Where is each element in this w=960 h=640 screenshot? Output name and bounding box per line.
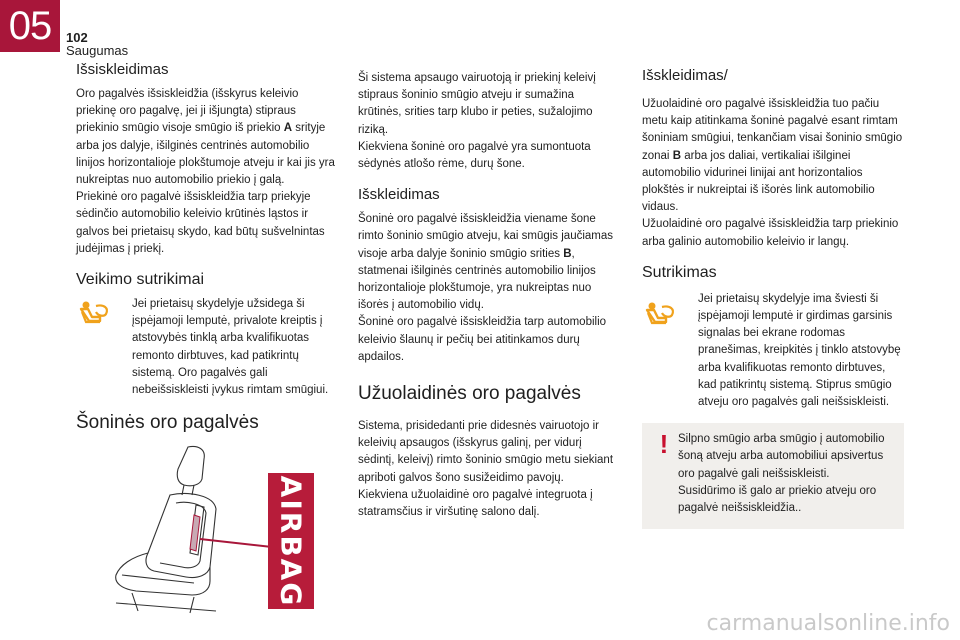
zone-a-label: A <box>283 122 293 135</box>
watermark: carmanualsonline.info <box>706 611 950 636</box>
column-3 <box>642 66 904 529</box>
heading-curtain-airbags: Užuolaidinės oro pagalvės <box>358 383 581 405</box>
note-text-b: Susidūrimo iš galo ar priekio atveju oro pagalvė neišsiskleidžia.. <box>678 484 877 515</box>
airbag-warning-icon <box>76 300 112 328</box>
seat-illustration <box>76 443 326 619</box>
side-airbag-mount: Kiekviena šoninė oro pagalvė yra sumontuota sėdynės atlošo rėme, durų šone. <box>358 140 591 171</box>
column-1 <box>76 60 338 619</box>
malfunction-block <box>76 296 338 399</box>
section-name: Saugumas <box>66 43 129 58</box>
heading-curtain-deploy: Išskleidimas/ <box>642 67 728 84</box>
heading-curtain-malfunction: Sutrikimas <box>642 263 717 281</box>
heading-malfunction: Veikimo sutrikimai <box>76 271 205 289</box>
curtain-deploy-text: Užuolaidinė oro pagalvė išsiskleidžia tuo pačiu metu kaip atitinkama šoninė pagalvė esant rimtam šoniniam smūgiui, tenkančiam visai šoninio smūgio zonai <box>642 98 903 162</box>
page-number: 102 <box>66 30 88 45</box>
heading-deploy: Išsiskleidimas <box>76 61 169 78</box>
deploy-text: Oro pagalvės išsiskleidžia (išskyrus keleivio priekinę oro pagalvę, jei ji išjungta) stipraus priekinio smūgio visoje smūgio iš priekio <box>76 88 299 135</box>
side-deploy-text-b: , statmenai išilginės centrinės automobilio linijos horizontalioje plokštumoje, yra nukreiptas nuo išorės į automobilio vidų. <box>358 247 596 312</box>
zone-b-label: B <box>563 247 572 260</box>
heading-side-deploy: Išskleidimas <box>358 186 440 204</box>
chapter-tab <box>0 0 60 52</box>
side-deploy-text: Šoninė oro pagalvė išsiskleidžia viename šone rimto šoninio smūgio atveju, kai smūgis jaučiamas visoje arba dalyje šoninio smūgio srities <box>358 213 614 260</box>
paragraph-curtain-deploy-c: Užuolaidinė oro pagalvė išsiskleidžia tarp priekinio arba galinio automobilio keleivio ir langų. <box>642 218 899 248</box>
exclamation-icon: ! <box>659 429 669 460</box>
note-box <box>642 423 904 529</box>
curtain-intro: Sistema, prisidedanti prie didesnės vairuotojo ir keleivių apsaugos (išskyrus galinį, per vidurį sėdintį, keleivį) rimto šoninio smūgio metu siekiant apriboti galvos šono susižeidimo pavojų. <box>358 420 614 484</box>
chapter-number: 05 <box>8 3 52 48</box>
paragraph-side-deploy <box>358 211 620 314</box>
curtain-malfunction-block <box>642 291 904 411</box>
paragraph-curtain-deploy <box>642 96 904 216</box>
seat-drawing <box>76 443 276 619</box>
curtain-integration: Kiekviena užuolaidinė oro pagalvė integruota į statramsčius ir viršutinę salono dalį. <box>358 488 593 519</box>
curtain-deploy-text-b: arba jos daliai, vertikaliai išilginei automobilio vidurinei linijai ant horizontalios plokštės ir nukreiptai iš išorės link automobilio vidaus. <box>642 149 875 214</box>
paragraph-deploy <box>76 86 338 189</box>
note-text-a: Silpno smūgio arba smūgio į automobilio šoną atveju arba automobiliui apsivertus oro pagalvė gali neišsiskleisti. <box>678 433 885 480</box>
column-2 <box>358 70 620 521</box>
airbag-label: AIRBAG <box>274 475 308 608</box>
zone-b-label-curtain: B <box>672 149 682 162</box>
curtain-malfunction-text: Jei prietaisų skydelyje ima šviesti ši įspėjamoji lemputė ir girdimas garsinis signalas bei ekrane rodomas pranešimas, kreipkitės į tinklo atstovybę arba kvalifikuotas remonto dirbtuves, kad patikrintų sistemą. Stiprus smūgio atveju oro pagalvės gali neišsiskleisti. <box>698 292 901 409</box>
airbag-warning-icon <box>642 301 678 329</box>
heading-side-airbags: Šoninės oro pagalvės <box>76 412 259 434</box>
airbag-label-tag <box>268 473 314 609</box>
side-airbag-intro: Ši sistema apsaugo vairuotoją ir priekinį keleivį stipraus šoninio smūgio atveju ir sumažina krūtinės, srities tarp klubo ir peties, sužalojimo riziką. <box>358 72 596 136</box>
paragraph-side-deploy-c: Šoninė oro pagalvė išsiskleidžia tarp automobilio keleivio šlaunų ir pečių bei atitinkamos durų apdailos. <box>358 316 607 363</box>
deploy-text-b: srityje arba jos dalyje, išilginės centrinės automobilio linijos horizontalioje plokštumoje atveju ir kai jis yra nukreiptas nuo automobilio priekio į galą. <box>76 122 335 187</box>
paragraph-front-airbag: Priekinė oro pagalvė išsiskleidžia tarp priekyje sėdinčio automobilio keleivio krūtinės ląstos ir galvos bei prietaisų skydo, kad būtų sušvelnintas judėjimas į priekį. <box>76 191 325 255</box>
malfunction-text: Jei prietaisų skydelyje užsidega ši įspėjamoji lemputė, privalote kreiptis į atstovybės tinklą arba kvalifikuotas remonto dirbtuves, kad patikrintų sistemą. Oro pagalvės gali nebeišsiskleisti įvykus rimtam smūgiui. <box>132 298 329 397</box>
